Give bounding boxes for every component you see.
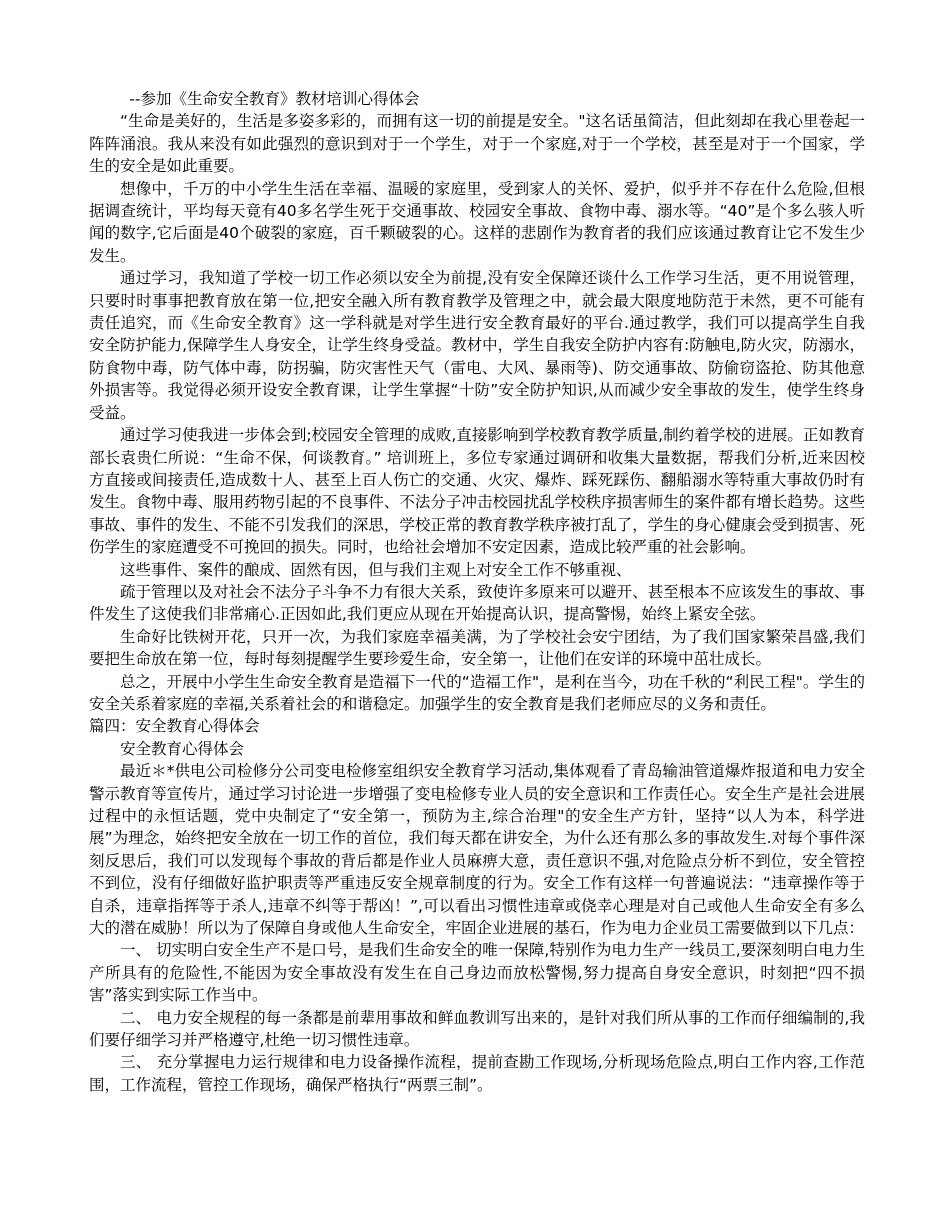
paragraph: 生命好比铁树开花，只开一次，为我们家庭幸福美满，为了学校社会安宁团结，为了我们国家繁荣昌盛,我们要把生命放在第一位，每时每刻提醒学生要珍爱生命，安全第一，让他们在安详的环境中茁壮成长。	[89, 627, 865, 669]
paragraph: “生命是美好的，生活是多姿多彩的，而拥有这一切的前提是安全。"这名话虽简洁，但此刻却在我心里卷起一阵阵涌浪。我从来没有如此强烈的意识到对于一个学生，对于一个家庭,对于一个学校，甚至是对于一个国家，学生的安全是如此重要。	[89, 112, 865, 176]
document-page	[89, 88, 865, 1096]
paragraph: 通过学习，我知道了学校一切工作必须以安全为前提,没有安全保障还谈什么工作学习生活，更不用说管理，只要时时事事把教育放在第一位,把安全融入所有教育教学及管理之中，就会最大限度地防范于未然，更不可能有责任追究，而《生命安全教育》这一学科就是对学生进行安全教育最好的平台.通过教学，我们可以提高学生自我安全防护能力,保障学生人身安全，让学生终身受益。教材中，学生自我安全防护内容有:防触电,防火灾，防溺水，防食物中毒，防气体中毒，防拐骗，防灾害性天气（雷电、大风、暴雨等)、防交通事故、防偷窃盗抢、防其他意外损害等。我觉得必须开设安全教育课，让学生掌握“十防”安全防护知识,从而减少安全事故的发生，使学生终身受益。	[89, 269, 865, 422]
paragraph: 最近＊*供电公司检修分公司变电检修室组织安全教育学习活动,集体观看了青岛输油管道爆炸报道和电力安全警示教育等宣传片，通过学习讨论进一步增强了变电检修专业人员的安全意识和工作责任心。安全生产是社会进展过程中的永恒话题，党中央制定了“安全第一，预防为主,综合治理"的安全生产方针，坚持“以人为本，科学进展”为理念，始终把安全放在一切工作的首位，我们每天都在讲安全，为什么还有那么多的事故发生.对每个事件深刻反思后，我们可以发现每个事故的背后都是作业人员麻痹大意，责任意识不强,对危险点分析不到位，安全管控不到位，没有仔细做好监护职责等严重违反安全规章制度的行为。安全工作有这样一句普遍说法：“违章操作等于自杀，违章指挥等于杀人,违章不纠等于帮凶！”,可以看出习惯性违章或侥幸心理是对自己或他人生命安全有多么大的潜在威胁！所以为了保障自身或他人生命安全，牢固企业进展的基石，作为电力企业员工需要做到以下几点：	[89, 762, 865, 938]
paragraph: 这些事件、案件的酿成、固然有因，但与我们主观上对安全工作不够重视、	[120, 560, 632, 579]
section-title: 安全教育心得体会	[120, 739, 245, 758]
paragraph: 总之，开展中小学生生命安全教育是造福下一代的“造福工作"，是利在当今，功在千秋的“利民工程"。学生的安全关系着家庭的幸福,关系着社会的和谐稳定。加强学生的安全教育是我们老师应尽的义务和责任。	[89, 672, 865, 713]
document-subtitle: --参加《生命安全教育》教材培训心得体会	[129, 90, 420, 108]
paragraph: 二、 电力安全规程的每一条都是前辈用事故和鲜血教训写出来的，是针对我们所从事的工作而仔细编制的,我们要仔细学习并严格遵守,杜绝一切习惯性违章。	[89, 1008, 865, 1050]
paragraph: 疏于管理以及对社会不法分子斗争不力有很大关系，致使许多原来可以避开、甚至根本不应该发生的事故、事件发生了这使我们非常痛心.正因如此,我们更应从现在开始提高认识，提高警惕，始终上紧安全弦。	[89, 582, 865, 624]
paragraph: 三、 充分掌握电力运行规律和电力设备操作流程，提前查勘工作现场,分析现场危险点,明白工作内容,工作范围，工作流程，管控工作现场，确保严格执行“两票三制”。	[89, 1053, 865, 1094]
paragraph: 想像中，千万的中小学生生活在幸福、温暖的家庭里，受到家人的关怀、爱护，似乎并不存在什么危险,但根据调查统计，平均每天竟有40多名学生死于交通事故、校园安全事故、食物中毒、溺水等。“40”是个多么骇人听闻的数字,它后面是40个破裂的家庭，百千颗破裂的心。这样的悲剧作为教育者的我们应该通过教育让它不发生少发生。	[89, 179, 865, 265]
paragraph: 通过学习使我进一步体会到;校园安全管理的成败,直接影响到学校教育教学质量,制约着学校的进展。正如教育部长袁贵仁所说：“生命不保，何谈教育。” 培训班上，多位专家通过调研和收集大量数据，帮我们分析,近来因校方直接或间接责任,造成数十人、甚至上百人伤亡的交通、火灾、爆炸、踩死踩伤、翻船溺水等特重大事故仍时有发生。食物中毒、服用药物引起的不良事件、不法分子冲击校园扰乱学校秩序损害师生的案件都有增长趋势。这些事故、事件的发生、不能不引发我们的深思，学校正常的教育教学秩序被打乱了，学生的身心健康会受到损害、死伤学生的家庭遭受不可挽回的损失。同时，也给社会增加不安定因素，造成比较严重的社会影响。	[89, 426, 865, 557]
section-heading: 篇四：安全教育心得体会	[89, 717, 260, 736]
paragraph: 一、 切实明白安全生产不是口号，是我们生命安全的唯一保障,特别作为电力生产一线员工,要深刻明白电力生产所具有的危险性,不能因为安全事故没有发生在自己身边而放松警惕,努力提高自身安全意识，时刻把“四不损害”落实到实际工作当中。	[89, 941, 865, 1005]
